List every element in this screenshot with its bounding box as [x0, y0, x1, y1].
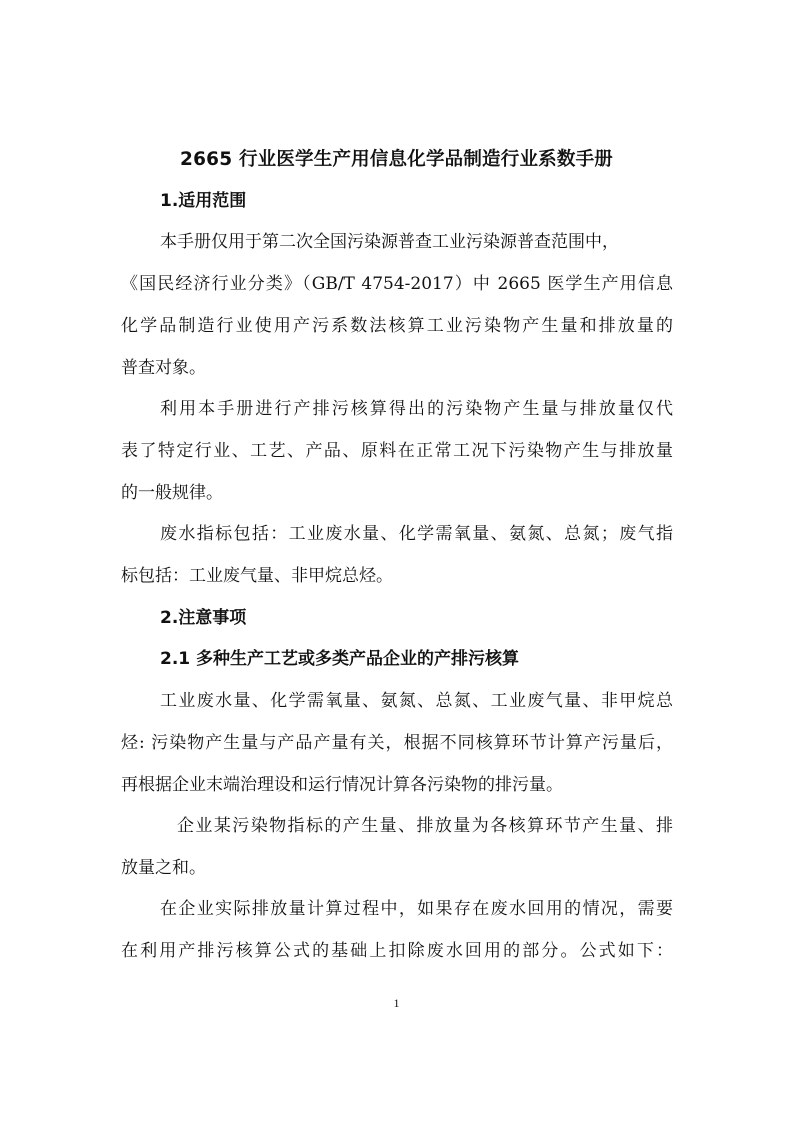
paragraph-line: 放量之和。	[121, 858, 206, 878]
paragraph-line: 烃: 污染物产生量与产品产量有关，根据不同核算环节计算产污量后，	[121, 733, 673, 753]
paragraph-line: 的一般规律。	[121, 483, 223, 503]
paragraph-line: 化学品制造行业使用产污系数法核算工业污染物产生量和排放量的	[121, 316, 673, 336]
paragraph-line: 《国民经济行业分类》（GB/T 4754-2017）中 2665 医学生产用信息	[121, 274, 673, 294]
paragraph-line: 在企业实际排放量计算过程中，如果存在废水回用的情况，需要	[160, 899, 673, 919]
section-heading-scope: 1.适用范围	[160, 191, 247, 211]
paragraph-line: 工业废水量、化学需氧量、氨氮、总氮、工业废气量、非甲烷总	[160, 691, 673, 711]
paragraph-line: 利用本手册进行产排污核算得出的污染物产生量与排放量仅代	[160, 399, 673, 419]
paragraph-line: 本手册仅用于第二次全国污染源普查工业污染源普查范围中，	[160, 232, 619, 252]
paragraph-line: 标包括：工业废气量、非甲烷总烃。	[121, 566, 393, 586]
paragraph-line: 表了特定行业、工艺、产品、原料在正常工况下污染物产生与排放量	[121, 441, 673, 461]
paragraph-line: 在利用产排污核算公式的基础上扣除废水回用的部分。公式如下：	[121, 941, 673, 961]
page-number: 1	[393, 996, 400, 1010]
subsection-heading: 2.1 多种生产工艺或多类产品企业的产排污核算	[160, 649, 520, 669]
paragraph-line: 普查对象。	[121, 358, 206, 378]
paragraph-line: 废水指标包括：工业废水量、化学需氧量、氨氮、总氮；废气指	[160, 524, 673, 544]
page-title: 2665 行业医学生产用信息化学品制造行业系数手册	[180, 149, 613, 170]
paragraph-line: 企业某污染物指标的产生量、排放量为各核算环节产生量、排	[177, 816, 673, 836]
paragraph-line: 再根据企业末端治理设和运行情况计算各污染物的排污量。	[121, 775, 563, 795]
section-heading-notes: 2.注意事项	[160, 608, 247, 628]
